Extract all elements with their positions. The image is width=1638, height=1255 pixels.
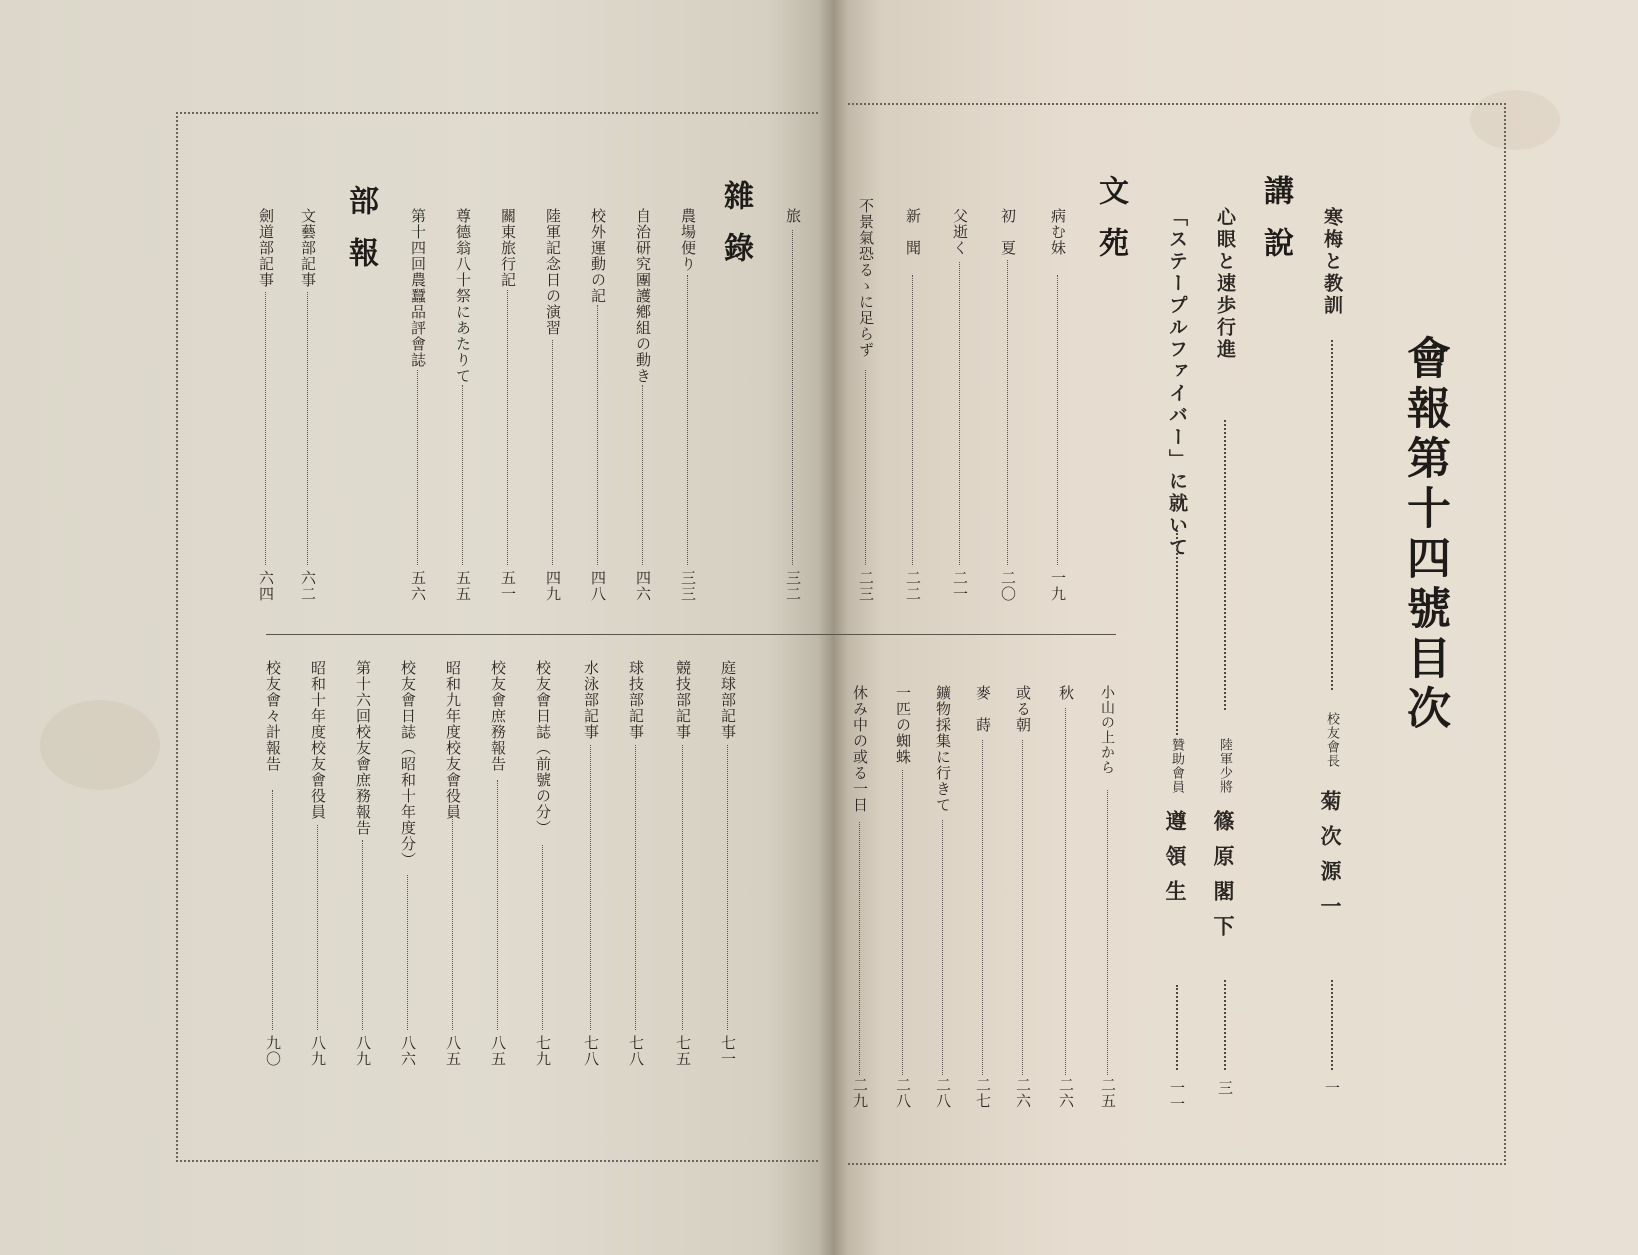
author-role: 校友會長 [1324, 712, 1339, 768]
page-number: 二一 [951, 570, 969, 602]
toc-entry-title: 初 夏 [999, 208, 1017, 256]
section-heading-kouen: 講說 [1258, 175, 1293, 279]
toc-entry-title: 校友會日誌（昭和十年度分） [399, 660, 417, 868]
toc-entry-title: 校外運動の記 [589, 208, 607, 304]
page-number: 二〇 [999, 570, 1017, 602]
toc-entry-title: 新 聞 [904, 208, 922, 256]
toc-entry-title: 寒梅と教訓 [1321, 207, 1343, 317]
toc-entry-title: 秋 [1057, 685, 1075, 701]
leader-dots [597, 305, 598, 565]
leader-dots [1331, 980, 1333, 1070]
leader-dots [1176, 985, 1178, 1070]
leader-dots [902, 770, 903, 1075]
page-number: 三二 [784, 570, 802, 602]
toc-entry-title: 一匹の蜘蛛 [894, 685, 912, 765]
toc-entry-title: 休み中の或る一日 [851, 685, 869, 813]
book-gutter [818, 0, 848, 1255]
page-number: 七八 [582, 1035, 600, 1067]
leader-dots [497, 780, 498, 1030]
page-number: 八六 [399, 1035, 417, 1067]
toc-entry-title: 鑛物採集に行きて [934, 685, 952, 813]
toc-entry-title: 昭和十年度校友會役員 [309, 660, 327, 820]
page-number: 六二 [299, 570, 317, 602]
page-number: 四六 [634, 570, 652, 602]
toc-entry-title: 校友會々計報告 [264, 660, 282, 772]
page-number: 二六 [1057, 1077, 1075, 1109]
section-heading-zatsuroku: 雜錄 [718, 180, 753, 284]
leader-dots [982, 740, 983, 1075]
toc-entry-title: 劍道部記事 [257, 208, 275, 288]
page-number: 八九 [354, 1035, 372, 1067]
toc-entry-title: 庭球部記事 [719, 660, 737, 740]
toc-entry-title: 病む妹 [1049, 208, 1067, 256]
toc-entry-title: 「ステープルファイバー」に就いて [1166, 207, 1188, 559]
page-number: 二八 [894, 1077, 912, 1109]
leader-dots [317, 825, 318, 1030]
toc-entry-title: 陸軍記念日の演習 [544, 208, 562, 336]
page-number: 二七 [974, 1077, 992, 1109]
leader-dots [682, 745, 683, 1030]
section-divider [266, 634, 1116, 635]
toc-entry-title: 校友會庶務報告 [489, 660, 507, 772]
leader-dots [1176, 530, 1178, 735]
page-number: 二五 [1099, 1077, 1117, 1109]
leader-dots [1022, 740, 1023, 1075]
leader-dots [1057, 275, 1058, 565]
leader-dots [865, 370, 866, 565]
page-number: 七五 [674, 1035, 692, 1067]
toc-entry-title: 農場便り [679, 208, 697, 272]
paper-stain [40, 700, 160, 790]
toc-entry-title: 第十六回校友會庶務報告 [354, 660, 372, 836]
page-number: 二六 [1014, 1077, 1032, 1109]
page-number: 二九 [851, 1077, 869, 1109]
page-number: 五六 [409, 570, 427, 602]
leader-dots [265, 292, 266, 565]
leader-dots [590, 745, 591, 1030]
leader-dots [1007, 260, 1008, 565]
page-number: 一九 [1049, 570, 1067, 602]
leader-dots [542, 845, 543, 1030]
toc-entry-title: 球技部記事 [627, 660, 645, 740]
leader-dots [959, 262, 960, 565]
author-role: 贊助會員 [1169, 738, 1184, 794]
leader-dots [642, 385, 643, 565]
leader-dots [552, 340, 553, 565]
leader-dots [407, 875, 408, 1030]
page-number: 八九 [309, 1035, 327, 1067]
toc-entry-title: 心眼と速歩行進 [1214, 207, 1236, 361]
leader-dots [1107, 790, 1108, 1075]
page-number: 二八 [934, 1077, 952, 1109]
page-number: 八五 [444, 1035, 462, 1067]
leader-dots [307, 292, 308, 565]
page-title: 會報第十四號目次 [1399, 335, 1450, 735]
toc-entry-title: 第十四回農蠶品評會誌 [409, 208, 427, 368]
toc-entry-title: 競技部記事 [674, 660, 692, 740]
toc-entry-title: 水泳部記事 [582, 660, 600, 740]
page-number: 一 [1323, 1080, 1341, 1096]
leader-dots [452, 810, 453, 1030]
toc-entry-title: 或る朝 [1014, 685, 1032, 733]
page-number: 一一 [1168, 1080, 1186, 1112]
section-heading-bunen: 文苑 [1093, 175, 1128, 279]
page-number: 八五 [489, 1035, 507, 1067]
page-number: 三 [1216, 1080, 1234, 1096]
page-number: 九〇 [264, 1035, 282, 1067]
leader-dots [727, 745, 728, 1030]
toc-entry-title: 父逝く [951, 208, 969, 256]
author-role: 陸軍少將 [1217, 738, 1232, 794]
leader-dots [687, 275, 688, 565]
page-number: 三三 [679, 570, 697, 602]
toc-entry-title: 麥 蒔 [974, 685, 992, 733]
leader-dots [942, 820, 943, 1075]
page-number: 五五 [454, 570, 472, 602]
section-heading-buhou: 部報 [343, 185, 378, 289]
toc-entry-title: 昭和九年度校友會役員 [444, 660, 462, 820]
leader-dots [792, 230, 793, 565]
page-number: 七九 [534, 1035, 552, 1067]
leader-dots [1331, 340, 1333, 690]
leader-dots [462, 385, 463, 565]
toc-entry-title: 關東旅行記 [499, 208, 517, 288]
toc-entry-title: 自治研究團護鄕組の動き [634, 208, 652, 384]
leader-dots [912, 275, 913, 565]
author-name: 菊次源一 [1318, 790, 1343, 930]
toc-entry-title: 小山の上から [1099, 685, 1115, 775]
toc-entry-title: 文藝部記事 [299, 208, 317, 288]
toc-entry-title: 旅 [784, 208, 802, 224]
leader-dots [1224, 420, 1226, 710]
page-number: 七八 [627, 1035, 645, 1067]
leader-dots [362, 840, 363, 1030]
page-number: 二二 [904, 570, 922, 602]
leader-dots [417, 370, 418, 565]
toc-entry-title: 不景氣恐るゝに足らず [857, 198, 875, 358]
leader-dots [1065, 708, 1066, 1075]
toc-entry-title: 校友會日誌（前號の分） [534, 660, 552, 836]
page-number: 七一 [719, 1035, 737, 1067]
page-number: 四九 [544, 570, 562, 602]
toc-entry-title: 尊德翁八十祭にあたりて [454, 208, 472, 384]
page-number: 二三 [857, 570, 875, 602]
leader-dots [1224, 980, 1226, 1070]
page-number: 四八 [589, 570, 607, 602]
author-name: 篠原閣下 [1211, 810, 1236, 950]
leader-dots [272, 790, 273, 1030]
page-number: 六四 [257, 570, 275, 602]
leader-dots [507, 290, 508, 565]
leader-dots [859, 822, 860, 1075]
author-name: 遵領生 [1163, 810, 1188, 915]
page-number: 五一 [499, 570, 517, 602]
leader-dots [635, 745, 636, 1030]
